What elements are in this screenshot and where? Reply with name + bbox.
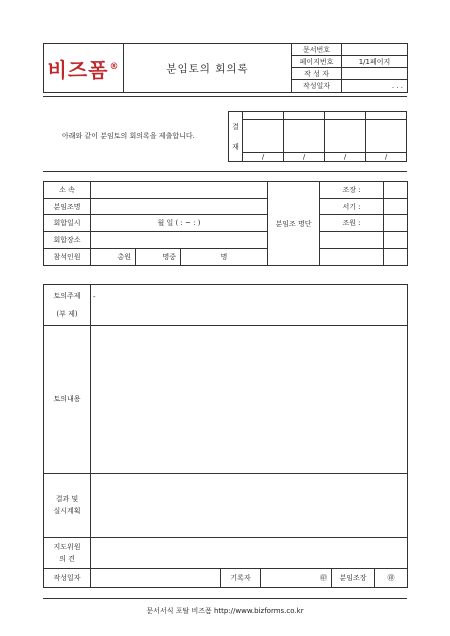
- member-extra-1-value[interactable]: [384, 232, 408, 249]
- approval-sign-4[interactable]: [366, 120, 407, 153]
- approval-date-3[interactable]: /: [325, 153, 366, 162]
- approval-sign-3[interactable]: [325, 120, 366, 153]
- attendees-absent[interactable]: 명중: [136, 249, 181, 266]
- written-date-value[interactable]: . . .: [342, 80, 408, 93]
- doc-number-value[interactable]: [342, 44, 408, 56]
- meeting-place-label: 회합장소: [44, 232, 91, 249]
- affiliation-value[interactable]: [91, 182, 268, 199]
- leader-value[interactable]: [384, 182, 408, 199]
- meeting-place-value[interactable]: [91, 232, 268, 249]
- topic-value[interactable]: -: [91, 285, 408, 326]
- recorder-seal[interactable]: ㊞: [261, 568, 332, 587]
- approval-title-4[interactable]: [366, 112, 407, 120]
- roster-label: 분임조 명단: [268, 182, 320, 266]
- member-value[interactable]: [384, 215, 408, 232]
- approval-sign-2[interactable]: [284, 120, 325, 153]
- approval-title-1[interactable]: [243, 112, 284, 120]
- document-title: 분임토의 회의록: [124, 44, 292, 93]
- writer-date-label: 작성일자: [44, 568, 91, 587]
- logo-cell: [44, 44, 124, 93]
- bizforms-logo: 비즈폼®: [47, 57, 120, 82]
- attendees-label: 참석인원: [44, 249, 91, 266]
- group-leader-seal[interactable]: ㊞: [375, 568, 408, 587]
- member-extra-1[interactable]: [320, 232, 384, 249]
- meeting-time-value[interactable]: 월 일 ( : ~ : ): [91, 215, 268, 232]
- page-number-value[interactable]: 1/1페이지: [342, 56, 408, 68]
- leader-label: 조장 :: [320, 182, 384, 199]
- author-label: 작 성 자: [292, 68, 342, 80]
- group-name-value[interactable]: [91, 199, 268, 215]
- footer-text: 문서서식 포탈 비즈폼 http://www.bizforms.co.kr: [146, 607, 304, 615]
- member-extra-2-value[interactable]: [384, 249, 408, 266]
- recorder-label: 기록자: [221, 568, 261, 587]
- member-extra-2[interactable]: [320, 249, 384, 266]
- secretary-label: 서기 :: [320, 199, 384, 215]
- attendees-unit[interactable]: 명: [181, 249, 268, 266]
- group-leader-label: 분임조장: [332, 568, 375, 587]
- header-table: [43, 43, 408, 93]
- result-plan-value[interactable]: [91, 473, 408, 537]
- affiliation-label: 소 속: [44, 182, 91, 199]
- author-value[interactable]: [342, 68, 408, 80]
- writer-date-value[interactable]: [91, 568, 221, 587]
- written-date-label: 작성일자: [292, 80, 342, 93]
- header-rule: [43, 96, 407, 97]
- secretary-value[interactable]: [384, 199, 408, 215]
- group-name-label: 분임조명: [44, 199, 91, 215]
- submission-notice: 아래와 같이 분임토의 회의록을 제출합니다.: [62, 132, 195, 140]
- footer-rule: [43, 598, 407, 599]
- approval-date-4[interactable]: /: [366, 153, 407, 162]
- approval-box: [228, 111, 407, 162]
- advisor-opinion-label: 지도위원 의 견: [44, 537, 91, 568]
- meeting-body-table: [43, 284, 408, 588]
- approval-rule: [43, 171, 407, 172]
- doc-number-label: 문서번호: [292, 44, 342, 56]
- advisor-opinion-value[interactable]: [91, 537, 408, 568]
- topic-label: 토의주제 (부 제): [44, 285, 91, 326]
- result-plan-label: 결과 및 실시계획: [44, 473, 91, 537]
- page-number-label: 페이지번호: [292, 56, 342, 68]
- group-info-table: [43, 181, 408, 266]
- meeting-time-label: 회합일시: [44, 215, 91, 232]
- approval-title-2[interactable]: [284, 112, 325, 120]
- approval-sign-1[interactable]: [243, 120, 284, 153]
- attendees-total[interactable]: 총원: [91, 249, 136, 266]
- approval-title-3[interactable]: [325, 112, 366, 120]
- content-value[interactable]: [91, 325, 408, 473]
- member-label: 조원 :: [320, 215, 384, 232]
- approval-date-2[interactable]: /: [284, 153, 325, 162]
- approval-date-1[interactable]: /: [243, 153, 284, 162]
- content-label: 토의내용: [44, 325, 91, 473]
- approval-side-label: 결 재: [229, 112, 243, 162]
